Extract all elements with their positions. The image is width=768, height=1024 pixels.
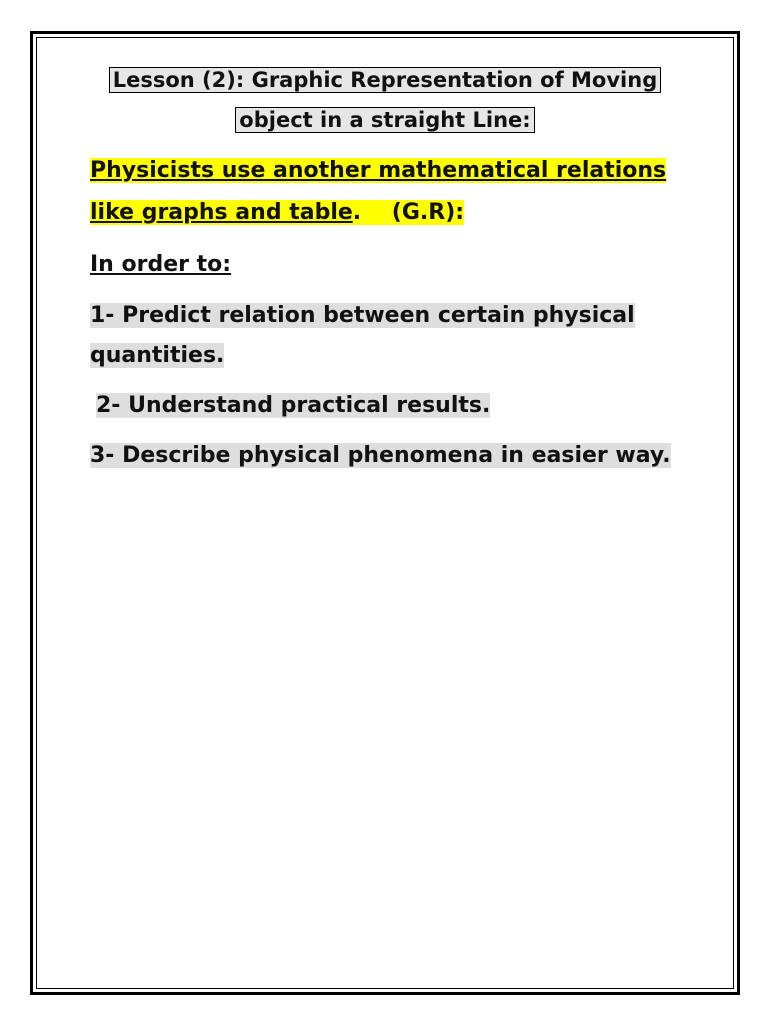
intro-tag: (G.R): — [391, 200, 465, 225]
purpose-heading: In order to: — [90, 252, 232, 277]
purpose-item-3 — [90, 436, 690, 476]
purpose-item-1-text: 1- Predict relation between certain physical quantities. — [90, 303, 635, 368]
purpose-item-2 — [90, 386, 690, 426]
intro-underlined-text: Physicists use another mathematical relations like graphs and table — [90, 158, 667, 225]
document-body — [90, 60, 690, 476]
purpose-item-3-text: 3- Describe physical phenomena in easier way. — [90, 443, 671, 468]
lesson-title-line-2: object in a straight Line: — [235, 107, 534, 133]
intro-period: . — [352, 200, 362, 225]
lesson-title — [90, 60, 680, 140]
purpose-item-1 — [90, 296, 690, 376]
lesson-title-line-1: Lesson (2): Graphic Representation of Moving — [109, 67, 661, 93]
intro-paragraph — [90, 150, 690, 234]
purpose-item-2-text: 2- Understand practical results. — [96, 393, 491, 418]
